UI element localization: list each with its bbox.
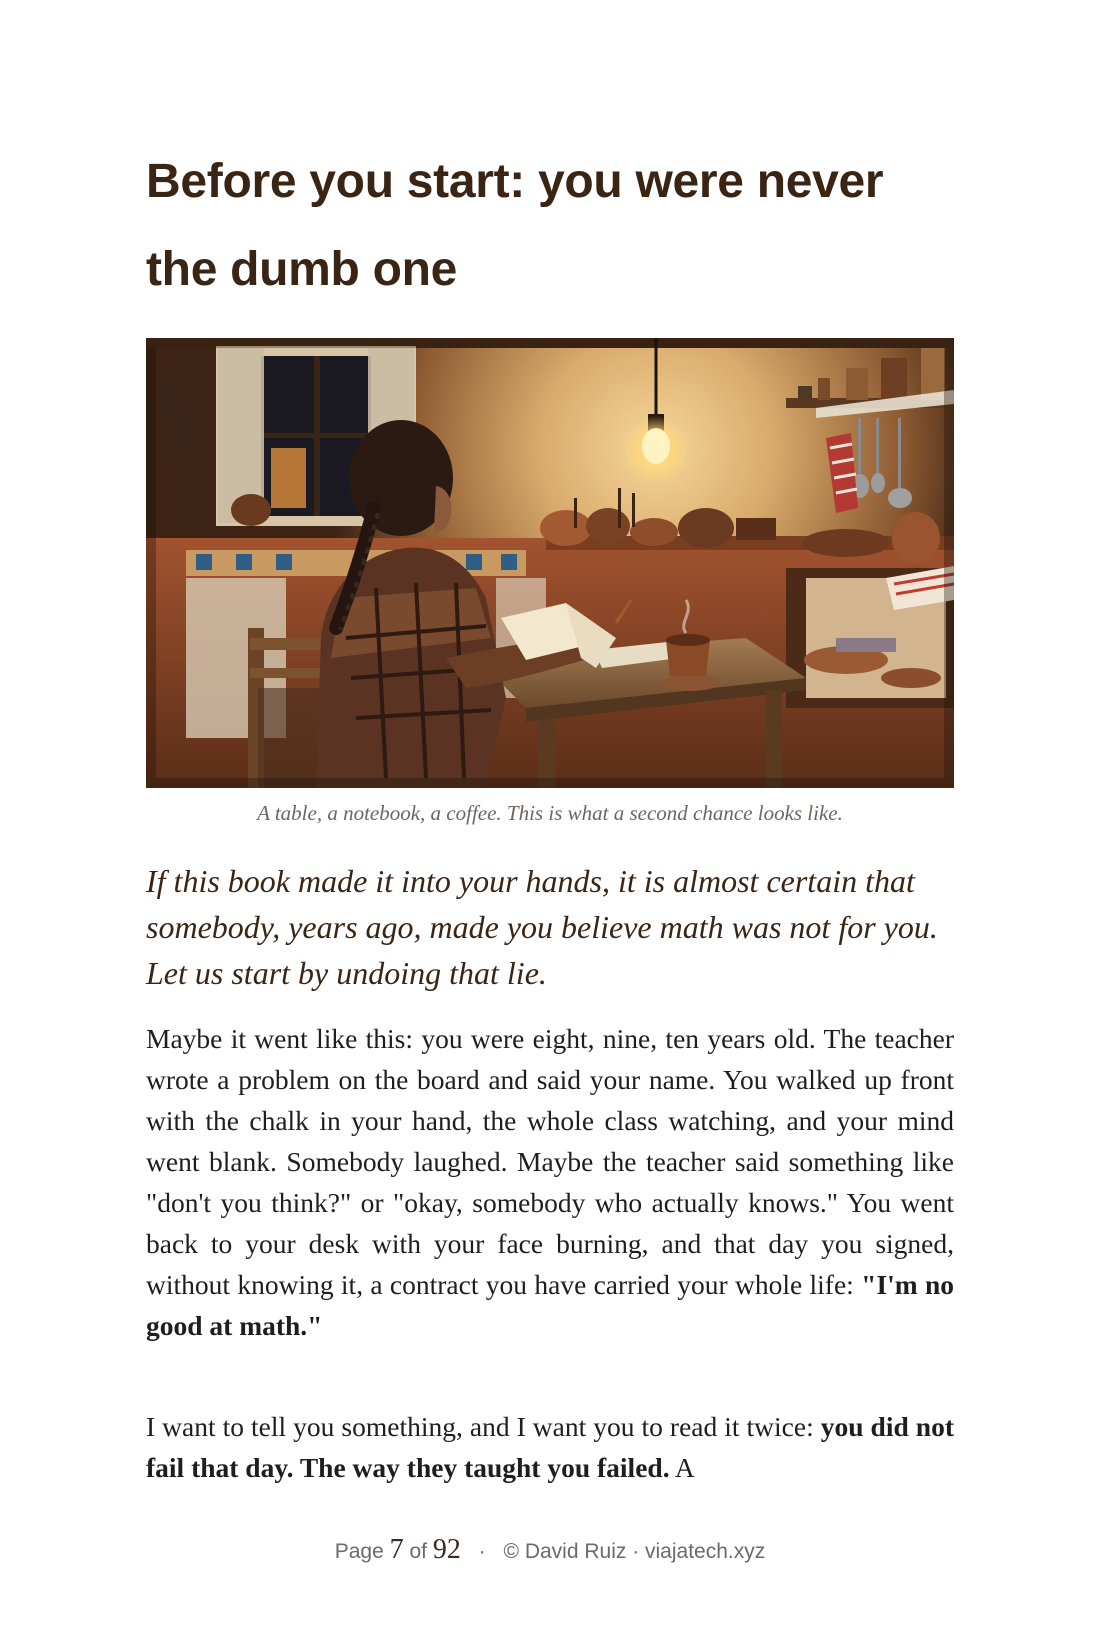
emphasis-text: "I'm no good at math." <box>146 1269 954 1341</box>
chapter-title: Before you start: you were never the dumb one <box>146 155 884 296</box>
figure-caption: A table, a notebook, a coffee. This is what a second chance looks like. <box>257 801 843 825</box>
page-of-label: of <box>409 1540 427 1563</box>
kitchen-scene-image <box>146 338 954 788</box>
emphasis-text: you did not fail that day. The way they taught you failed. <box>146 1411 954 1483</box>
body-paragraph-1 <box>146 1018 954 1346</box>
chapter-illustration <box>146 338 954 788</box>
footer-credit: © David Ruiz · viajatech.xyz <box>503 1540 766 1563</box>
page-label: Page <box>334 1540 384 1563</box>
footer-separator: · <box>478 1540 486 1563</box>
paragraph-text: I want to tell you something, and I want you to read it twice: <box>146 1411 821 1442</box>
body-paragraph-2 <box>146 1406 954 1488</box>
page-footer <box>0 1534 1100 1566</box>
page-number: 7 <box>389 1534 404 1565</box>
paragraph-continuation: A <box>669 1452 695 1483</box>
page-total: 92 <box>432 1534 461 1565</box>
lead-paragraph: If this book made it into your hands, it is almost certain that somebody, years ago, made you believe math was not for you. Let us start by undoing that lie. <box>146 863 938 991</box>
paragraph-text: Maybe it went like this: you were eight, nine, ten years old. The teacher wrote a problem on the board and said your name. You walked up front with the chalk in your hand, the whole class watching, and your mind went blank. Somebody laughed. Maybe the teacher said something like "don't you think?" or "okay, somebody who actually knows." You went back to your desk with your face burning, and that day you signed, without knowing it, a contract you have carried your whole life: <box>146 1023 954 1300</box>
